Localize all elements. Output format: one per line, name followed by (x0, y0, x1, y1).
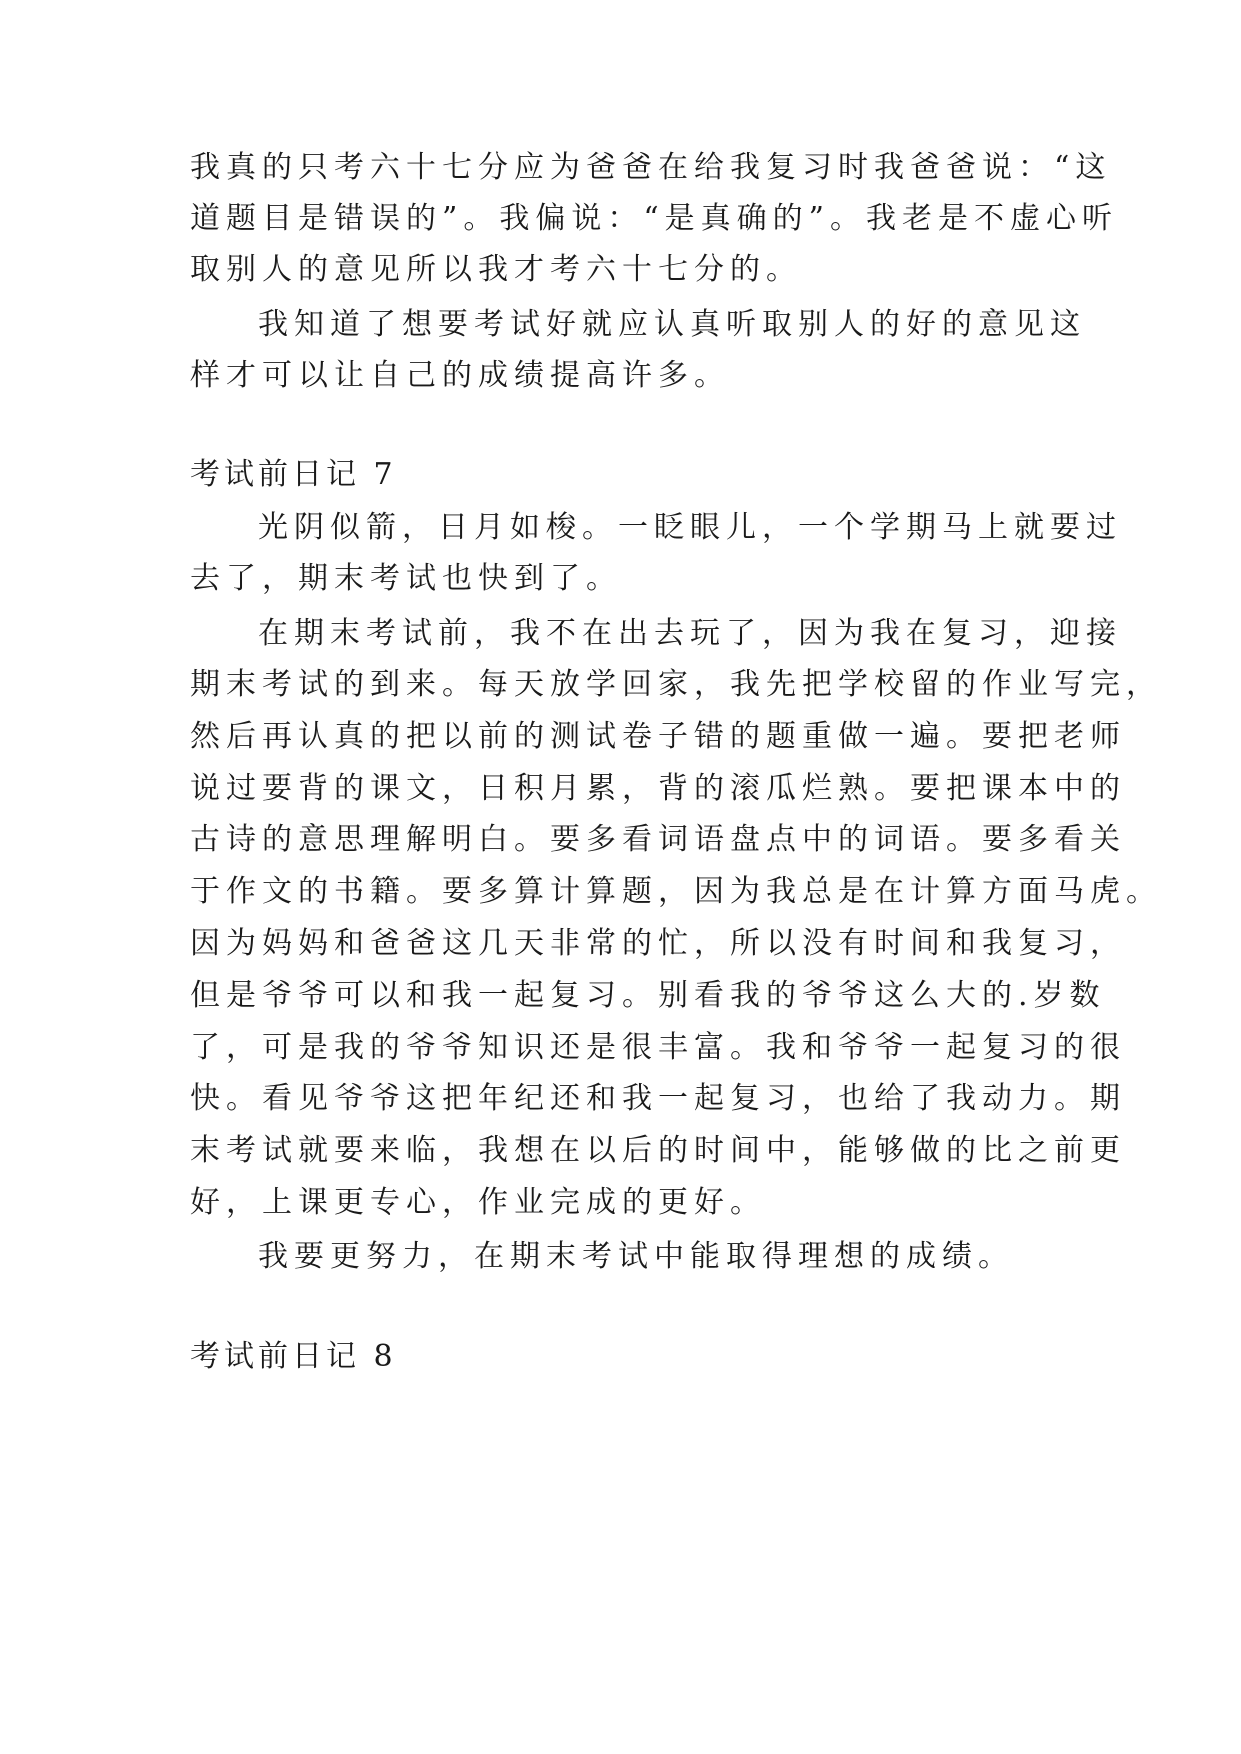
section-heading: 考试前日记 8 (190, 1339, 397, 1374)
text-line: 但是爷爷可以和我一起复习。别看我的爷爷这么大的.岁数 (190, 978, 1106, 1013)
text-line: 我真的只考六十七分应为爸爸在给我复习时我爸爸说：“这 (190, 150, 1112, 185)
text-line: 于作文的书籍。要多算计算题，因为我总是在计算方面马虎。 (190, 874, 1162, 909)
text-line: 快。看见爷爷这把年纪还和我一起复习，也给了我动力。期 (190, 1081, 1126, 1116)
text-line: 光阴似箭，日月如梭。一眨眼儿，一个学期马上就要过 (258, 510, 1122, 545)
text-line: 取别人的意见所以我才考六十七分的。 (190, 252, 802, 287)
text-line: 期末考试的到来。每天放学回家，我先把学校留的作业写完， (190, 667, 1162, 702)
section-heading: 考试前日记 7 (190, 457, 397, 492)
text-line: 末考试就要来临，我想在以后的时间中，能够做的比之前更 (190, 1133, 1126, 1168)
text-line: 古诗的意思理解明白。要多看词语盘点中的词语。要多看关 (190, 822, 1126, 857)
text-line: 去了，期末考试也快到了。 (190, 561, 622, 596)
text-line: 好，上课更专心，作业完成的更好。 (190, 1185, 766, 1220)
text-line: 我要更努力，在期末考试中能取得理想的成绩。 (258, 1239, 1014, 1274)
text-line: 了，可是我的爷爷知识还是很丰富。我和爷爷一起复习的很 (190, 1030, 1126, 1065)
text-line: 在期末考试前，我不在出去玩了，因为我在复习，迎接 (258, 616, 1122, 651)
text-line: 因为妈妈和爸爸这几天非常的忙，所以没有时间和我复习， (190, 926, 1126, 961)
text-line: 样才可以让自己的成绩提高许多。 (190, 358, 730, 393)
text-line: 说过要背的课文，日积月累，背的滚瓜烂熟。要把课本中的 (190, 771, 1126, 806)
text-line: 我知道了想要考试好就应认真听取别人的好的意见这 (258, 307, 1086, 342)
text-line: 道题目是错误的”。我偏说：“是真确的”。我老是不虚心听 (190, 201, 1119, 236)
text-line: 然后再认真的把以前的测试卷子错的题重做一遍。要把老师 (190, 719, 1126, 754)
